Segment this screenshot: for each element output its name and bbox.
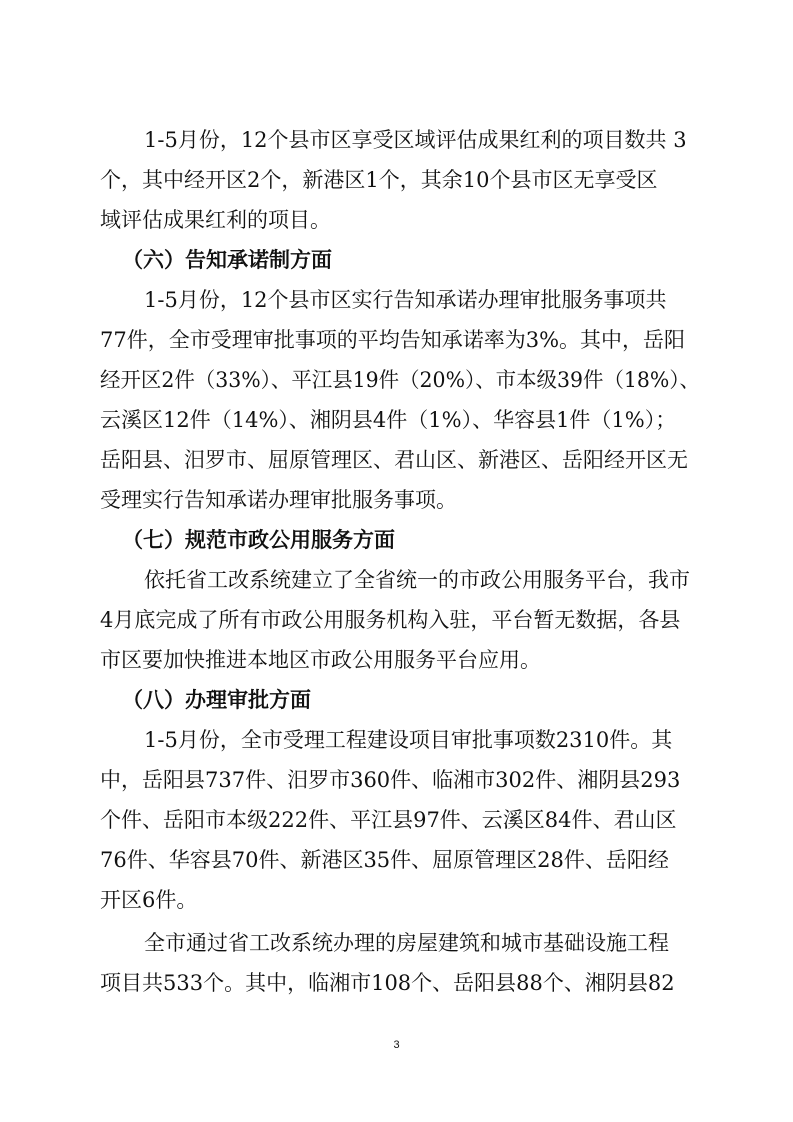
paragraph-line xyxy=(0,845,793,875)
line-text: 1-5月份，全市受理工程建设项目审批事项数2310件。其 xyxy=(144,728,673,752)
paragraph-line xyxy=(0,165,793,195)
line-text: 开区6件。 xyxy=(100,888,198,912)
line-text: 4月底完成了所有市政公用服务机构入驻，平台暂无数据，各县 xyxy=(100,608,681,632)
page-number: 3 xyxy=(393,1039,400,1051)
paragraph-line xyxy=(0,928,793,958)
line-text: 项目共533个。其中，临湘市108个、岳阳县88个、湘阴县82 xyxy=(100,971,675,995)
line-text: 经开区2件（33%）、平江县19件（20%）、市本级39件（18%）、 xyxy=(100,368,700,392)
line-text: 1-5月份，12个县市区实行告知承诺办理审批服务事项共 xyxy=(144,288,667,312)
paragraph-line xyxy=(0,405,793,435)
paragraph-line xyxy=(0,485,793,515)
line-text: 76件、华容县70件、新港区35件、屈原管理区28件、岳阳经 xyxy=(100,848,669,872)
line-text: 个件、岳阳市本级222件、平江县97件、云溪区84件、君山区 xyxy=(100,808,677,832)
paragraph-line xyxy=(0,565,793,595)
paragraph-line xyxy=(0,605,793,635)
line-text: 全市通过省工改系统办理的房屋建筑和城市基础设施工程 xyxy=(144,931,669,955)
paragraph-line xyxy=(0,285,793,315)
section-heading xyxy=(0,525,793,555)
line-text: 中，岳阳县737件、汨罗市360件、临湘市302件、湘阴县293 xyxy=(100,768,681,792)
heading-text: （八）办理审批方面 xyxy=(122,687,311,712)
line-text: 1-5月份，12个县市区享受区域评估成果红利的项目数共 3 xyxy=(144,128,687,152)
line-text: 个，其中经开区2个，新港区1个，其余10个县市区无享受区 xyxy=(100,168,658,192)
paragraph-line xyxy=(0,125,793,155)
heading-text: （七）规范市政公用服务方面 xyxy=(122,527,395,552)
paragraph-line xyxy=(0,325,793,355)
line-text: 依托省工改系统建立了全省统一的市政公用服务平台，我市 xyxy=(144,568,690,592)
paragraph-line xyxy=(0,765,793,795)
paragraph-line xyxy=(0,205,793,235)
line-text: 云溪区12件（14%）、湘阴县4件（1%）、华容县1件（1%）； xyxy=(100,408,677,432)
section-heading xyxy=(0,245,793,275)
line-text: 岳阳县、汨罗市、屈原管理区、君山区、新港区、岳阳经开区无 xyxy=(100,448,688,472)
paragraph-line xyxy=(0,805,793,835)
paragraph-line xyxy=(0,645,793,675)
section-heading xyxy=(0,685,793,715)
paragraph-line xyxy=(0,968,793,998)
paragraph-line xyxy=(0,365,793,395)
heading-text: （六）告知承诺制方面 xyxy=(122,247,332,272)
line-text: 77件，全市受理审批事项的平均告知承诺率为3%。其中，岳阳 xyxy=(100,328,686,352)
line-text: 域评估成果红利的项目。 xyxy=(100,208,331,232)
paragraph-line xyxy=(0,725,793,755)
line-text: 受理实行告知承诺办理审批服务事项。 xyxy=(100,488,457,512)
paragraph-line xyxy=(0,445,793,475)
paragraph-line xyxy=(0,885,793,915)
line-text: 市区要加快推进本地区市政公用服务平台应用。 xyxy=(100,648,541,672)
